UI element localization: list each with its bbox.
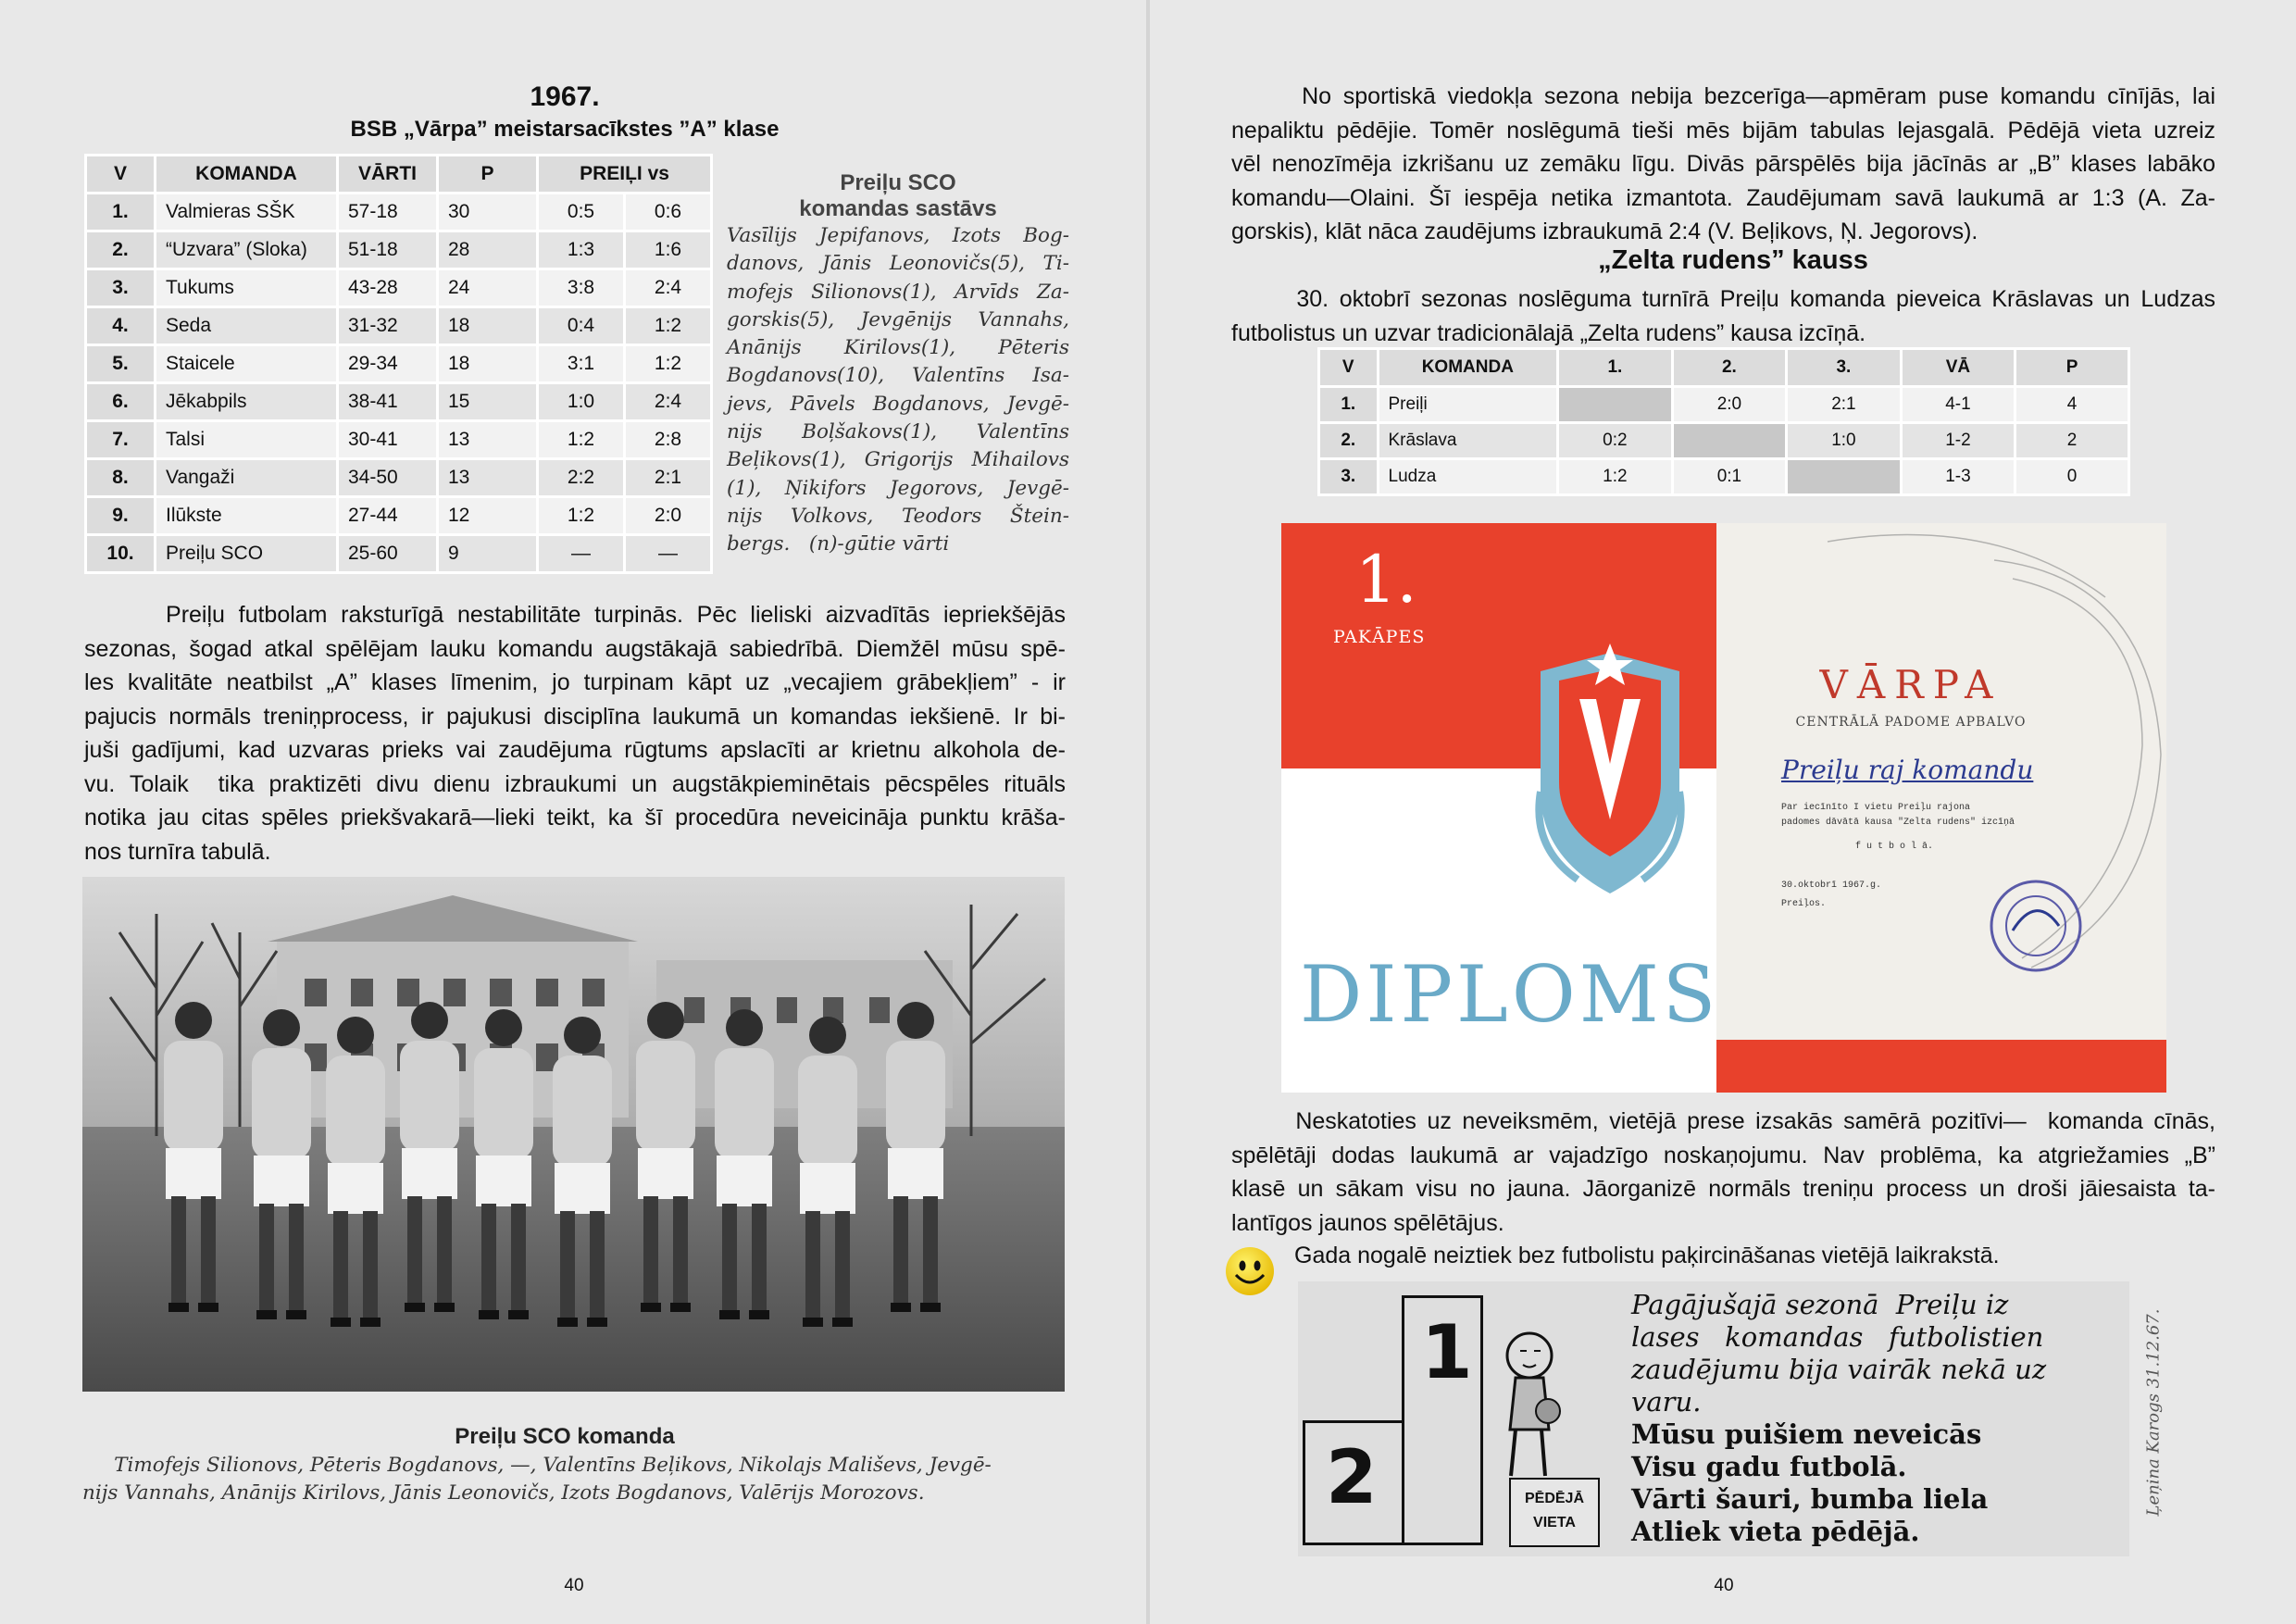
col-team: KOMANDA	[156, 156, 338, 194]
squad-line: bergs. (n)-gūtie vārti	[727, 532, 950, 556]
cup-row-place: 3.	[1319, 459, 1379, 495]
squad-line: danovs, Jānis Leonovičs(5), Ti-	[727, 252, 1069, 276]
row-score-away: 2:1	[625, 459, 712, 497]
cartoon-player-icon	[1488, 1318, 1571, 1504]
cup-row-goals: 4-1	[1901, 387, 2015, 423]
row-team: Tukums	[156, 269, 338, 307]
row-team: Staicele	[156, 345, 338, 383]
row-place: 4.	[86, 307, 156, 345]
table-row	[86, 194, 712, 231]
squad-list	[727, 222, 1069, 559]
last-place-sign	[1509, 1478, 1600, 1547]
table-row	[86, 269, 712, 307]
league-subtitle: BSB „Vārpa” meistarsacīkstes ”A” klase	[350, 117, 780, 142]
row-goals: 25-60	[338, 535, 438, 573]
cup-col-1: 1.	[1558, 349, 1673, 387]
table-row	[86, 231, 712, 269]
row-goals: 43-28	[338, 269, 438, 307]
paragraph-line: klasē un sākam visu no jauna. Jāorganizē normāls treniņu process un droši jāiesaista ta-	[1231, 1176, 2215, 1202]
poem-line: lases komandas futbolistien	[1631, 1321, 2044, 1353]
cup-row-team: Krāslava	[1378, 423, 1558, 459]
photo-caption-title: Preiļu SCO komanda	[455, 1424, 675, 1449]
clip-source-wrap	[2139, 1282, 2166, 1551]
squad-line: gorskis(5), Jevgēnijs Vannahs,	[727, 307, 1069, 331]
row-goals: 38-41	[338, 383, 438, 421]
table-row	[1319, 459, 2129, 495]
paragraph-line: sezonas, šogad atkal spēlējam lauku komandu augstākajā sabiedrībā. Diemžēl mūsu spē-	[84, 635, 1066, 662]
paragraph-line: juši gadījumi, kad uzvaras prieks vai zaudējuma rūgtums apslacīti ar krietnu alkohola de-	[84, 737, 1066, 763]
row-score-away: 2:8	[625, 421, 712, 459]
smiley-line: Gada nogalē neiztiek bez futbolistu paķircināšanas vietējā laikrakstā.	[1294, 1243, 2000, 1268]
row-team: Preiļu SCO	[156, 535, 338, 573]
right-page	[1150, 0, 2296, 1624]
photo-caption-line1: Timofejs Silionovs, Pēteris Bogdanovs, —, Valentīns Beļikovs, Nikolajs Mališevs, Jevgē-	[82, 1454, 992, 1477]
paragraph-line: les kvalitāte neatbilst „A” klases līmenim, jo turpinam kāpt uz „vecajiem grābekļiem” - ir	[84, 669, 1066, 695]
page-number-left: 40	[564, 1576, 584, 1595]
col-place: V	[86, 156, 156, 194]
cup-title: „Zelta rudens” kauss	[1598, 245, 1868, 275]
row-points: 24	[438, 269, 538, 307]
poem-line: Visu gadu futbolā.	[1631, 1451, 1907, 1482]
col-points: P	[438, 156, 538, 194]
row-score-home: 1:0	[538, 383, 625, 421]
row-points: 28	[438, 231, 538, 269]
sign-line1: PĒDĒJĀ	[1524, 1491, 1585, 1506]
year-heading: 1967.	[530, 81, 600, 112]
col-vs-preili: PREIĻI vs	[538, 156, 712, 194]
table-row	[86, 535, 712, 573]
row-place: 2.	[86, 231, 156, 269]
row-score-away: —	[625, 535, 712, 573]
row-score-home: 3:8	[538, 269, 625, 307]
left-page	[0, 0, 1146, 1624]
diploma-typed-line3: f u t b o l ā.	[1855, 842, 1934, 852]
diploma-handwritten: Preiļu raj komandu	[1781, 755, 2034, 785]
squad-line: nijs Volkovs, Teodors Štein-	[727, 504, 1069, 528]
cup-col-2: 2.	[1672, 349, 1787, 387]
table-row	[86, 345, 712, 383]
row-score-home: 1:3	[538, 231, 625, 269]
row-place: 10.	[86, 535, 156, 573]
cup-col-place: V	[1319, 349, 1379, 387]
podium-number-1: 1	[1421, 1309, 1473, 1395]
row-points: 30	[438, 194, 538, 231]
diploma-rank: 1.	[1355, 542, 1417, 618]
stamp-icon	[1985, 875, 2087, 977]
row-place: 5.	[86, 345, 156, 383]
squad-title-line2: komandas sastāvs	[799, 196, 997, 221]
col-goals: VĀRTI	[338, 156, 438, 194]
squad-title	[731, 170, 1065, 222]
squad-line: Anānijs Kirilovs(1), Pēteris	[727, 336, 1069, 360]
newspaper-clipping	[1298, 1281, 2129, 1556]
squad-line: Vasīlijs Jepifanovs, Izots Bog-	[727, 224, 1069, 247]
season-paragraph	[84, 598, 1066, 868]
cup-col-3: 3.	[1787, 349, 1902, 387]
press-paragraph	[1231, 1105, 2215, 1240]
row-points: 13	[438, 459, 538, 497]
cup-col-team: KOMANDA	[1378, 349, 1558, 387]
paragraph-line: gorskis), klāt nāca zaudējums izbraukumā 2:4 (V. Beļikovs, Ņ. Jegorovs).	[1231, 219, 1978, 244]
row-team: Ilūkste	[156, 497, 338, 535]
row-team: Valmieras SŠK	[156, 194, 338, 231]
row-score-away: 2:0	[625, 497, 712, 535]
row-points: 9	[438, 535, 538, 573]
diploma-org: VĀRPA	[1819, 662, 2003, 707]
poem-line: Atliek vieta pēdējā.	[1631, 1516, 1920, 1547]
row-team: Talsi	[156, 421, 338, 459]
squad-title-line1: Preiļu SCO	[840, 170, 956, 195]
row-goals: 27-44	[338, 497, 438, 535]
paragraph-line: spēlētāji dodas laukumā ar vajadzīgo noskaņojumu. Nav problēma, ka atgriežamies „B”	[1231, 1142, 2215, 1168]
row-score-home: 1:2	[538, 497, 625, 535]
row-points: 15	[438, 383, 538, 421]
diploma-org-sub: CENTRĀLĀ PADOME APBALVO	[1795, 715, 2027, 730]
row-score-home: 2:2	[538, 459, 625, 497]
poem-line: Mūsu puišiem neveicās	[1631, 1418, 1982, 1450]
cup-row-result	[1672, 423, 1787, 459]
diploma-big-title: DIPLOMS	[1300, 949, 1720, 1040]
row-score-home: 1:2	[538, 421, 625, 459]
table-row	[86, 383, 712, 421]
poem-line: varu.	[1631, 1386, 1702, 1418]
row-place: 6.	[86, 383, 156, 421]
diploma-typed-line2: padomes dāvātā kausa "Zelta rudens" izcīņā	[1781, 818, 2015, 828]
cup-row-result: 0:1	[1672, 459, 1787, 495]
paragraph-line: lantīgos jaunos spēlētājus.	[1231, 1209, 1504, 1236]
squad-line: (1), Ņikifors Jegorovs, Jevgē-	[727, 476, 1069, 500]
row-goals: 57-18	[338, 194, 438, 231]
squad-line: Beļikovs(1), Grigorijs Mihailovs	[727, 448, 1069, 472]
row-place: 9.	[86, 497, 156, 535]
photo-caption	[82, 1452, 1073, 1507]
row-score-away: 1:6	[625, 231, 712, 269]
row-goals: 51-18	[338, 231, 438, 269]
row-score-away: 1:2	[625, 345, 712, 383]
cup-row-goals: 1-3	[1901, 459, 2015, 495]
cup-row-result: 2:1	[1787, 387, 1902, 423]
team-photo-image	[82, 877, 1065, 1392]
row-place: 1.	[86, 194, 156, 231]
paragraph-line: No sportiskā viedokļa sezona nebija bezcerīga—apmēram puse komandu cīnījās, lai	[1231, 83, 2215, 109]
row-points: 13	[438, 421, 538, 459]
cup-row-place: 2.	[1319, 423, 1379, 459]
poem-line: Pagājušajā sezonā Preiļu iz	[1631, 1289, 2009, 1320]
diploma-emblem	[1522, 643, 1698, 903]
cup-row-result	[1558, 387, 1673, 423]
row-goals: 30-41	[338, 421, 438, 459]
cup-row-team: Ludza	[1378, 459, 1558, 495]
row-goals: 29-34	[338, 345, 438, 383]
row-points: 18	[438, 307, 538, 345]
paragraph-line: Neskatoties uz neveiksmēm, vietējā prese izsakās samērā pozitīvi— komanda cīnās,	[1231, 1108, 2215, 1134]
squad-line: jevs, Pāvels Bogdanovs, Jevgē-	[727, 392, 1069, 416]
row-team: Seda	[156, 307, 338, 345]
row-place: 3.	[86, 269, 156, 307]
row-points: 12	[438, 497, 538, 535]
diploma-place: Preiļos.	[1781, 899, 1827, 909]
squad-line: mofejs Silionovs(1), Arvīds Za-	[727, 280, 1069, 304]
diploma-image	[1281, 523, 2166, 1093]
cup-row-result	[1787, 459, 1902, 495]
table-row	[1319, 423, 2129, 459]
diploma-rank-label: PAKĀPES	[1333, 627, 1426, 647]
cup-row-team: Preiļi	[1378, 387, 1558, 423]
cup-col-points: P	[2015, 349, 2129, 387]
row-goals: 34-50	[338, 459, 438, 497]
squad-line: nijs Boļšakovs(1), Valentīns	[727, 420, 1069, 444]
row-score-away: 2:4	[625, 383, 712, 421]
table-row	[86, 497, 712, 535]
cup-row-place: 1.	[1319, 387, 1379, 423]
smiley-icon	[1224, 1245, 1276, 1297]
paragraph-line: nos turnīra tabulā.	[84, 838, 271, 865]
table-row	[86, 459, 712, 497]
row-points: 18	[438, 345, 538, 383]
page-number-right: 40	[1714, 1576, 1734, 1595]
podium-number-2: 2	[1326, 1434, 1378, 1520]
cup-col-goals: VĀ	[1901, 349, 2015, 387]
row-score-away: 2:4	[625, 269, 712, 307]
diploma-date: 30.oktobrī 1967.g.	[1781, 881, 1882, 891]
row-team: Jēkabpils	[156, 383, 338, 421]
row-team: Vangaži	[156, 459, 338, 497]
diploma-red-bottom	[1716, 1040, 2166, 1093]
cup-row-result: 1:2	[1558, 459, 1673, 495]
cup-row-points: 0	[2015, 459, 2129, 495]
clip-source: Ļeņina Karogs 31.12.67.	[2143, 1308, 2164, 1517]
table-row	[1319, 387, 2129, 423]
row-score-home: 3:1	[538, 345, 625, 383]
poem-line: zaudējumu bija vairāk nekā uz	[1631, 1354, 2047, 1385]
row-goals: 31-32	[338, 307, 438, 345]
row-place: 7.	[86, 421, 156, 459]
paragraph-line: komandu—Olaini. Šī iespēja netika izmantota. Zaudējumam savā laukumā ar 1:3 (A. Za-	[1231, 184, 2215, 211]
row-score-away: 1:2	[625, 307, 712, 345]
cup-row-result: 2:0	[1672, 387, 1787, 423]
cup-table	[1317, 347, 2130, 496]
squad-line: Bogdanovs(10), Valentīns Isa-	[727, 364, 1069, 388]
cup-row-goals: 1-2	[1901, 423, 2015, 459]
cup-paragraph	[1231, 282, 2215, 350]
row-team: “Uzvara” (Sloka)	[156, 231, 338, 269]
table-row	[86, 307, 712, 345]
cup-row-result: 1:0	[1787, 423, 1902, 459]
clipping-poem	[1631, 1289, 2129, 1548]
row-score-home: 0:4	[538, 307, 625, 345]
row-score-home: —	[538, 535, 625, 573]
row-place: 8.	[86, 459, 156, 497]
paragraph-line: nepaliktu pēdējie. Tomēr noslēgumā tieši mēs bijām tabulas lejasgalā. Pēdējā vieta uzreiz	[1231, 117, 2215, 144]
poem-line: Vārti šauri, bumba liela	[1631, 1483, 1989, 1515]
cup-row-points: 4	[2015, 387, 2129, 423]
row-score-away: 0:6	[625, 194, 712, 231]
photo-caption-line2: nijs Vannahs, Anānijs Kirilovs, Jānis Leonovičs, Izots Bogdanovs, Valērijs Morozovs.	[82, 1481, 925, 1505]
paragraph-line: vēl nenozīmēja izkrišanu uz zemāku līgu. Divās pārspēlēs bija jācīnās ar „B” klases labāko	[1231, 151, 2215, 177]
cup-row-result: 0:2	[1558, 423, 1673, 459]
intro-paragraph	[1231, 80, 2215, 249]
sign-line2: VIETA	[1533, 1515, 1576, 1530]
paragraph-line: Preiļu futbolam raksturīgā nestabilitāte turpinās. Pēc lieliski aizvadītās iepriekšējās	[84, 602, 1066, 628]
league-table	[84, 154, 713, 574]
paragraph-line: notika jau citas spēles priekšvakarā—lieki teikt, ka šī procedūra neveicināja punktu krāša-	[84, 805, 1066, 831]
paragraph-line: 30. oktobrī sezonas noslēguma turnīrā Preiļu komanda pieveica Krāslavas un Ludzas	[1231, 286, 2216, 312]
diploma-typed	[1781, 801, 2015, 912]
table-row	[86, 421, 712, 459]
paragraph-line: futbolistus un uzvar tradicionālajā „Zelta rudens” kausa izcīņā.	[1231, 319, 1866, 346]
team-photo	[82, 877, 1065, 1392]
row-score-home: 0:5	[538, 194, 625, 231]
paragraph-line: pajucis normāls treniņprocess, ir pajukusi disciplīna laukumā un komandas iekšienē. Ir bi-	[84, 703, 1066, 730]
cup-row-points: 2	[2015, 423, 2129, 459]
diploma-typed-line1: Par iecīnīto I vietu Preiļu rajona	[1781, 803, 1971, 813]
paragraph-line: vu. Tolaik tika praktizēti divu dienu izbraukumi un augstākpieminētais pēcspēles rituāls	[84, 770, 1066, 797]
